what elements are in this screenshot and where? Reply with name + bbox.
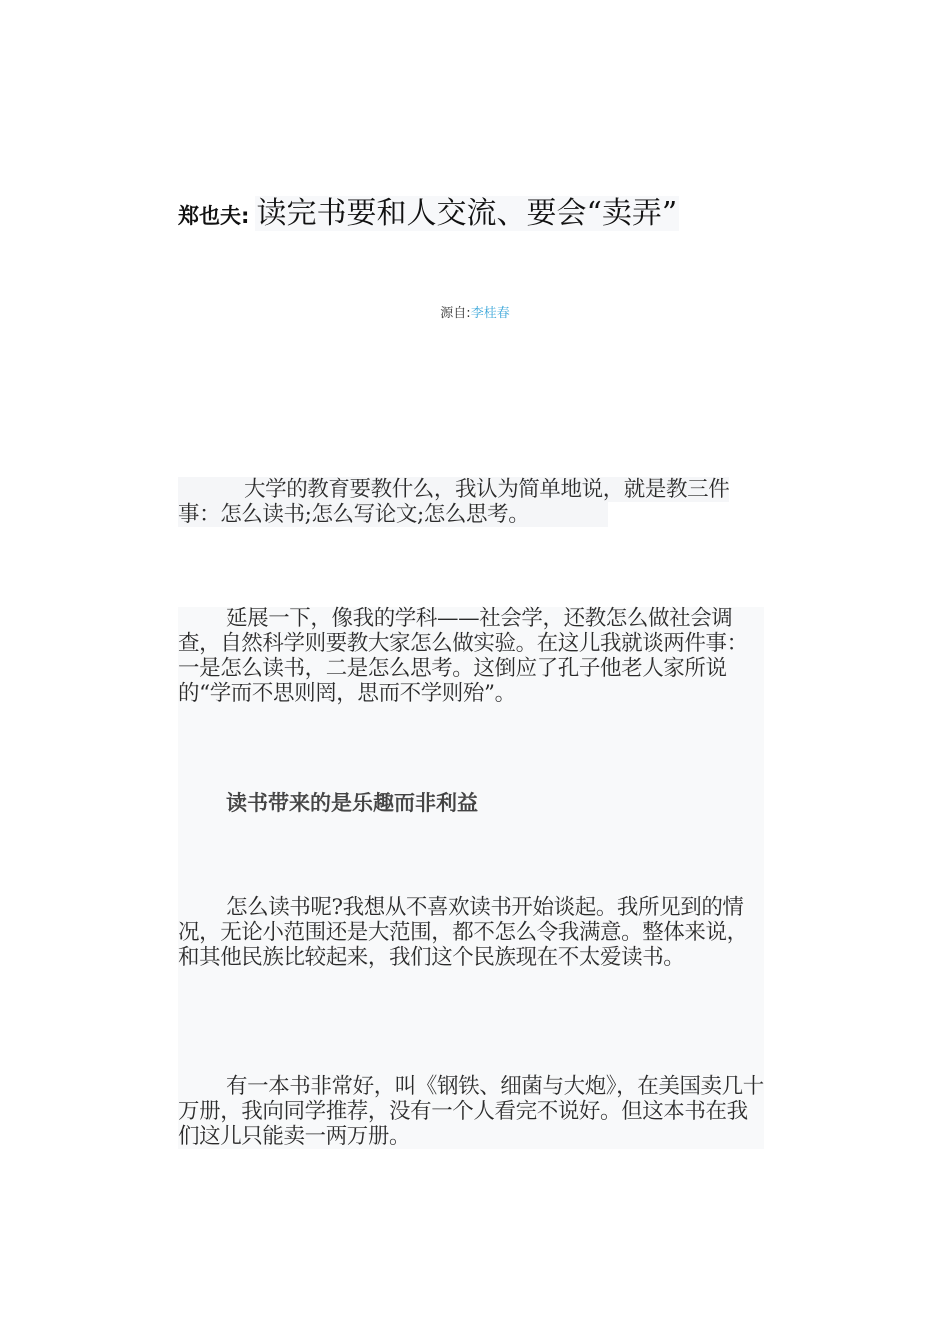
- paragraph-2-text: 延展一下，像我的学科——社会学，还教怎么做社会调查，自然科学则要教大家怎么做实验。在这儿我就谈两件事：一是怎么读书，二是怎么思考。这倒应了孔子他老人家所说的“学而不思则罔，思而不学则殆”。: [178, 606, 748, 706]
- paragraph-4: [178, 1074, 764, 1149]
- paragraph-2: [178, 606, 764, 706]
- paragraph-1-text: 大学的教育要教什么，我认为简单地说，就是教三件事：怎么读书;怎么写论文;怎么思考。: [178, 477, 730, 527]
- title-main-text: 读完书要和人交流、要会“卖弄”: [256, 196, 678, 231]
- title-author-prefix: 郑也夫:: [178, 204, 250, 228]
- article-title: [178, 188, 802, 231]
- paragraph-3-text: 怎么读书呢?我想从不喜欢读书开始谈起。我所见到的情况，无论小范围还是大范围，都不怎么令我满意。整体来说，和其他民族比较起来，我们这个民族现在不太爱读书。: [178, 895, 748, 970]
- source-author-link[interactable]: 李桂春: [470, 306, 510, 321]
- paragraph-1: [178, 477, 764, 527]
- paragraph-3: [178, 895, 764, 970]
- source-label: 源自:: [440, 306, 471, 321]
- section-heading: 读书带来的是乐趣而非利益: [226, 791, 478, 815]
- paragraph-4-text: 有一本书非常好，叫《钢铁、细菌与大炮》，在美国卖几十万册，我向同学推荐，没有一个人看完不说好。但这本书在我们这儿只能卖一两万册。: [178, 1074, 764, 1149]
- article-source: [0, 302, 950, 321]
